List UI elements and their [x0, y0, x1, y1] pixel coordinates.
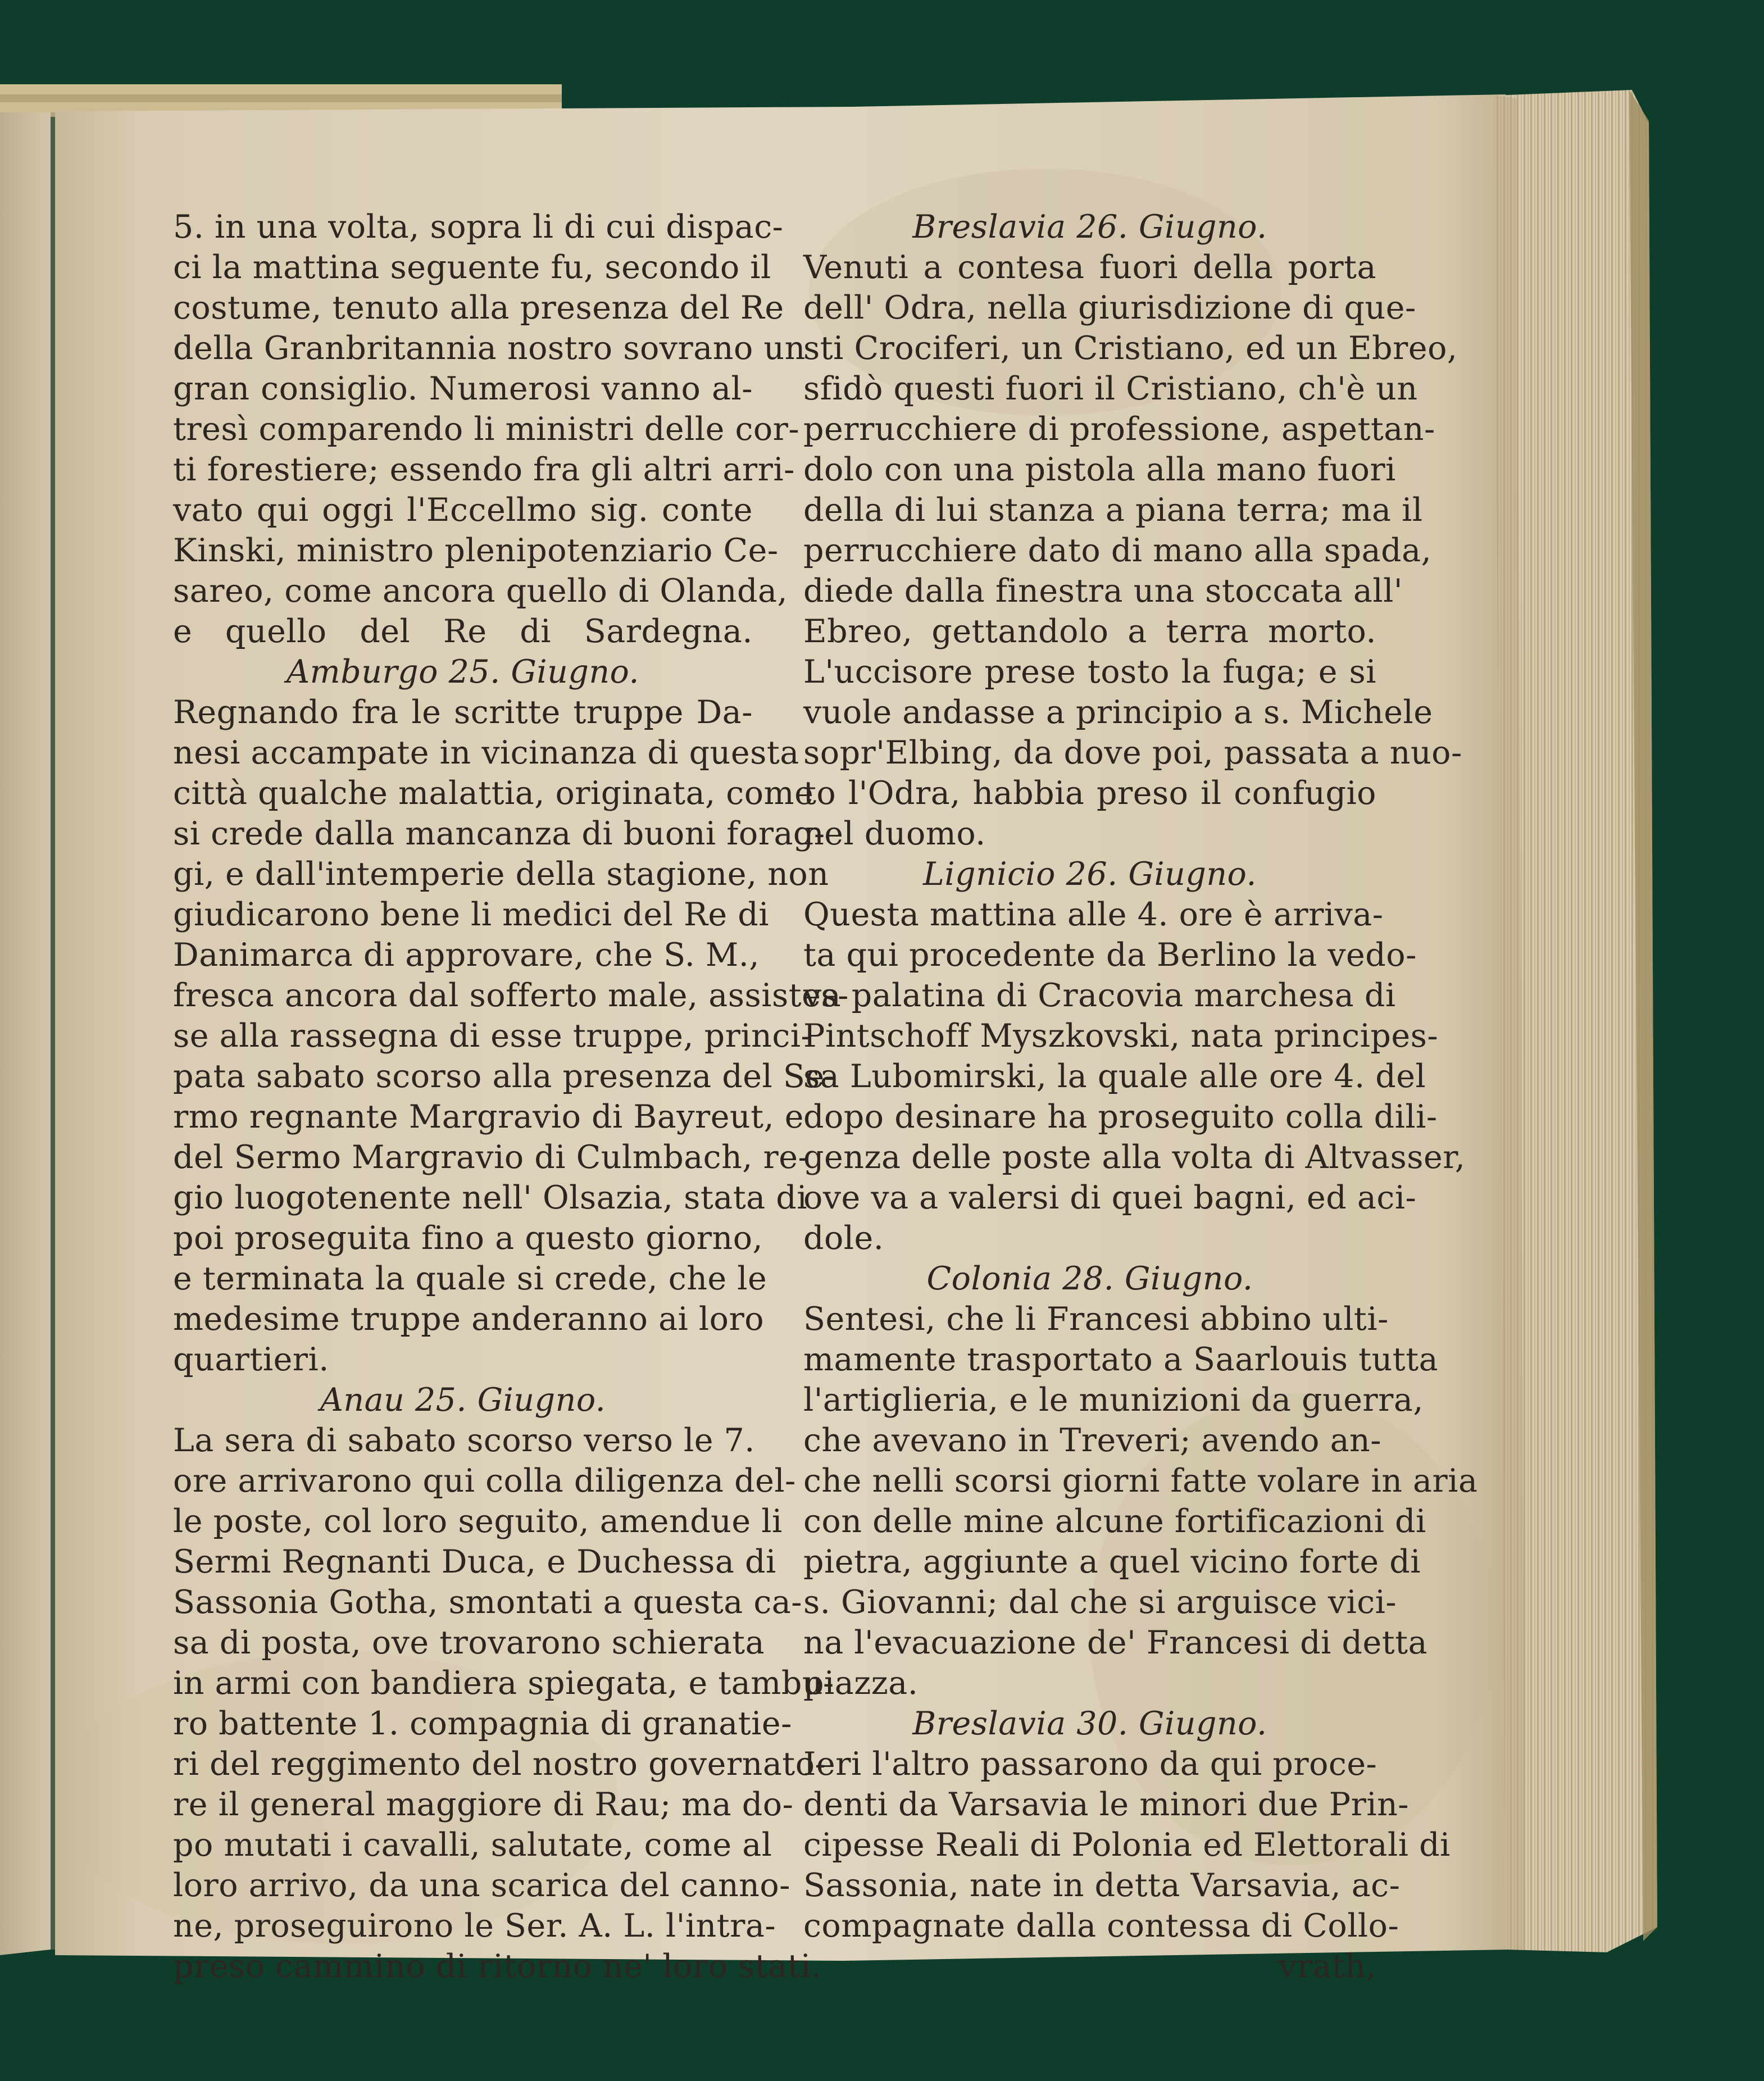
text-line: 5. in una volta, sopra li di cui dispac-: [173, 208, 784, 246]
dateline-heading: Amburgo 25. Giugno.: [287, 653, 639, 690]
text-line: denti da Varsavia le minori due Prin-: [803, 1786, 1410, 1823]
text-line: Regnando fra le scritte truppe Da-: [173, 694, 753, 731]
text-line: s. Giovanni; dal che si arguisce vici-: [803, 1584, 1397, 1621]
text-line: vuole andasse a principio a s. Michele: [803, 694, 1433, 731]
text-line: che avevano in Treveri; avendo an-: [803, 1422, 1382, 1459]
text-line: con delle mine alcune fortificazioni di: [803, 1503, 1426, 1540]
text-line: piazza.: [803, 1665, 919, 1702]
text-line: cipesse Reali di Polonia ed Elettorali di: [803, 1826, 1451, 1864]
dateline-heading: Lignicio 26. Giugno.: [923, 856, 1257, 893]
text-line: La sera di sabato scorso verso le 7.: [173, 1422, 755, 1459]
text-line: sa di posta, ove trovarono schierata: [173, 1624, 765, 1661]
text-line: Ebreo, gettandolo a terra morto.: [803, 613, 1376, 650]
catchword: vrath,: [1278, 1948, 1376, 1985]
text-line: Pintschoff Myszkovski, nata principes-: [803, 1017, 1439, 1055]
text-line: Sentesi, che li Francesi abbino ulti-: [803, 1301, 1389, 1338]
dateline-heading: Colonia 28. Giugno.: [926, 1260, 1253, 1297]
text-line: che nelli scorsi giorni fatte volare in aria: [803, 1462, 1478, 1500]
text-line: città qualche malattia, originata, come: [173, 775, 814, 812]
text-line: nesi accampate in vicinanza di questa: [173, 734, 799, 771]
text-line: in armi con bandiera spiegata, e tambu-: [173, 1665, 834, 1702]
text-line: re il general maggiore di Rau; ma do-: [173, 1786, 794, 1823]
text-line: ore arrivarono qui colla diligenza del-: [173, 1462, 796, 1500]
text-line: del Sermo Margravio di Culmbach, re-: [173, 1139, 810, 1176]
text-line: diede dalla finestra una stoccata all': [803, 572, 1403, 610]
text-line: sa Lubomirski, la quale alle ore 4. del: [803, 1058, 1426, 1095]
left-page: [0, 112, 51, 1955]
text-line: tresì comparendo li ministri delle cor-: [173, 411, 800, 448]
text-line: Kinski, ministro plenipotenziario Ce-: [173, 532, 779, 569]
text-line: gio luogotenente nell' Olsazia, stata di: [173, 1179, 807, 1216]
text-line: ne, proseguirono le Ser. A. L. l'intra-: [173, 1907, 776, 1944]
text-line: ta qui procedente da Berlino la vedo-: [803, 937, 1417, 974]
text-line: Sassonia, nate in detta Varsavia, ac-: [803, 1867, 1401, 1904]
text-line: poi proseguita fino a questo giorno,: [173, 1220, 763, 1257]
text-line: dopo desinare ha proseguito colla dili-: [803, 1098, 1438, 1135]
text-line: pata sabato scorso alla presenza del Se-: [173, 1058, 836, 1095]
text-line: gran consiglio. Numerosi vanno al-: [173, 370, 753, 407]
text-line: perrucchiere dato di mano alla spada,: [803, 532, 1432, 569]
text-line: L'uccisore prese tosto la fuga; e si: [803, 653, 1376, 690]
text-line: se alla rassegna di esse truppe, princi-: [173, 1017, 812, 1055]
text-line: della Granbritannia nostro sovrano un: [173, 330, 806, 367]
text-line: rmo regnante Margravio di Bayreut, e: [173, 1098, 804, 1135]
text-line: ove va a valersi di quei bagni, ed aci-: [803, 1179, 1417, 1216]
text-line: pietra, aggiunte a quel vicino forte di: [803, 1543, 1421, 1580]
text-line: quartieri.: [173, 1341, 329, 1378]
text-line: sfidò questi fuori il Cristiano, ch'è un: [803, 370, 1418, 407]
text-line: ci la mattina seguente fu, secondo il: [173, 249, 771, 286]
text-line: perrucchiere di professione, aspettan-: [803, 411, 1435, 448]
text-line: ti forestiere; essendo fra gli altri arri-: [173, 451, 795, 488]
text-line: compagnate dalla contessa di Collo-: [803, 1907, 1399, 1944]
dateline-heading: Breslavia 30. Giugno.: [912, 1705, 1267, 1742]
text-line: vato qui oggi l'Eccellmo sig. conte: [173, 492, 753, 529]
text-line: sti Crociferi, un Cristiano, ed un Ebreo,: [803, 330, 1458, 367]
text-line: sopr'Elbing, da dove poi, passata a nuo-: [803, 734, 1462, 771]
text-line: loro arrivo, da una scarica del canno-: [173, 1867, 790, 1904]
text-line: e terminata la quale si crede, che le: [173, 1260, 767, 1297]
text-line: dell' Odra, nella giurisdizione di que-: [803, 289, 1416, 326]
text-line: na l'evacuazione de' Francesi di detta: [803, 1624, 1427, 1661]
text-line: giudicarono bene li medici del Re di: [173, 896, 769, 933]
text-line: ro battente 1. compagnia di granatie-: [173, 1705, 792, 1742]
text-line: le poste, col loro seguito, amendue li: [173, 1503, 783, 1540]
text-line: Ieri l'altro passarono da qui proce-: [803, 1746, 1377, 1783]
text-line: gi, e dall'intemperie della stagione, non: [173, 856, 829, 893]
text-line: costume, tenuto alla presenza del Re: [173, 289, 784, 326]
text-line: to l'Odra, habbia preso il confugio: [803, 775, 1376, 812]
text-line: medesime truppe anderanno ai loro: [173, 1301, 765, 1338]
dateline-heading: Anau 25. Giugno.: [320, 1382, 606, 1419]
text-line: della di lui stanza a piana terra; ma il: [803, 492, 1423, 529]
text-line: va palatina di Cracovia marchesa di: [803, 977, 1396, 1014]
text-line: genza delle poste alla volta di Altvasser,: [803, 1139, 1466, 1176]
text-line: ri del reggimento del nostro governato-: [173, 1746, 826, 1783]
text-line: Sassonia Gotha, smontati a questa ca-: [173, 1584, 803, 1621]
text-line: po mutati i cavalli, salutate, come al: [173, 1826, 772, 1864]
text-line: Venuti a contesa fuori della porta: [803, 249, 1376, 286]
text-line: Questa mattina alle 4. ore è arriva-: [803, 896, 1384, 933]
text-line: Sermi Regnanti Duca, e Duchessa di: [173, 1543, 776, 1580]
dateline-heading: Breslavia 26. Giugno.: [912, 208, 1267, 246]
text-line: dolo con una pistola alla mano fuori: [803, 451, 1396, 488]
text-line: preso cammino di ritorno ne' loro stati.: [173, 1948, 822, 1985]
text-line: fresca ancora dal sofferto male, assistes-: [173, 977, 849, 1014]
text-line: e quello del Re di Sardegna.: [173, 613, 753, 650]
text-line: dole.: [803, 1220, 884, 1257]
text-line: mamente trasportato a Saarlouis tutta: [803, 1341, 1439, 1378]
text-line: sareo, come ancora quello di Olanda,: [173, 572, 788, 610]
text-line: Danimarca di approvare, che S. M.,: [173, 937, 760, 974]
text-line: l'artiglieria, e le munizioni da guerra,: [803, 1382, 1424, 1419]
text-line: si crede dalla mancanza di buoni forag-: [173, 815, 825, 852]
text-line: nel duomo.: [803, 815, 986, 852]
